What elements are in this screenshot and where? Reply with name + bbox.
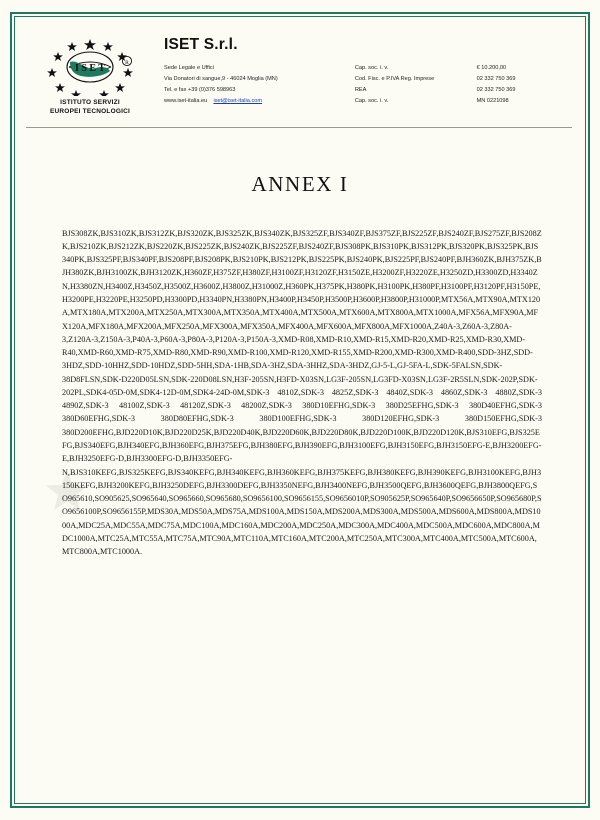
table-row bbox=[164, 95, 570, 106]
svg-text:I S E T: I S E T bbox=[74, 63, 106, 74]
svg-text:R: R bbox=[125, 60, 129, 66]
company-name: ISET S.r.l. bbox=[164, 36, 238, 53]
info-capital-label: Cap. soc. i. v. bbox=[354, 65, 389, 72]
website-text: www.iset-italia.eu bbox=[164, 97, 208, 104]
company-info-table bbox=[164, 63, 570, 106]
table-row bbox=[164, 74, 570, 85]
logo-block bbox=[26, 34, 154, 117]
institute-name bbox=[26, 99, 154, 117]
info-rea-value: 02 332 750 369 bbox=[476, 86, 516, 93]
page-content bbox=[22, 24, 578, 796]
header-divider bbox=[26, 127, 572, 128]
info-capital-value: € 10.200,00 bbox=[476, 65, 507, 72]
annex-part-list: BJS308ZK,BJS310ZK,BJS312ZK,BJS320ZK,BJS325ZK,BJS340ZK,BJS325ZF,BJS340ZF,BJS375ZF,BJS225ZF,BJS240ZF,BJS275ZF,BJS208ZK,BJS210ZK,BJS212ZK,BJS220ZK,BJS225ZK,BJS240ZK,BJS225ZF,BJS240ZF,BJS308PK,BJS310PK,BJS312PK,BJS320PK,BJS325PK,BJS340PK,BJS325PF,BJS340PF,BJS208PF,BJS208PK,BJS210PK,BJS212PK,BJS225PK,BJS240PK,BJS225PF,BJS240PF,BJH360ZK,BJH375ZK,BJH380ZK,BJH3100ZK,BJH3120ZK,H360ZF,H375ZF,H380ZF,H3100ZF,H3120ZF,H3150ZE,H3200ZF,H3220ZE,H3250ZD,H3300ZD,H3340ZN,H3380ZN,H3400Z,H3450Z,H3500Z,H3600Z,H3800Z,H31000Z,H360PK,H375PK,H380PK,H3100PK,H380PF,H3100PF,H3120PF,H3150PE,H3200PE,H3220PE,H3250PD,H3300PD,H3340PN,H3380PN,H3400P,H3450P,H3500P,H3600P,H3800P,H31000P,MTX56A,MTX90A,MTX120A,MTX180A,MTX200A,MTX250A,MTX300A,MTX350A,MTX400A,MTX500A,MTX600A,MTX800A,MTX1000A,MFX56A,MFX90A,MFX120A,MFX180A,MFX200A,MFX250A,MFX300A,MFX350A,MFX400A,MFX600A,MFX800A,MFX1000A,Z40A-3,Z60A-3,Z80A-3,Z120A-3,Z150A-3,P40A-3,P60A-3,P80A-3,P120A-3,P150A-3,XMD-R08,XMD-R10,XMD-R15,XMD-R20,XMD-R25,XMD-R30,XMD-R40,XMD-R60,XMD-R75,XMD-R80,XMD-R90,XMD-R100,XMD-R120,XMD-R155,XMD-R200,XMD-R300,XMD-R400,SDD-3HZ,SDD-3HDZ,SDD-10HHZ,SDD-10HDZ,SDD-5HH,SDA-1HB,SDA-3HZ,SDA-3HHZ,SDA-3HDZ,GJ-5-L,GJ-5FA-L,SDK-5FALSN,SDK-38D8FLSN,SDK-D220D05LSN,SDK-220D08LSN,H3F-205SN,H3FD-X03SN,LG3F-205SN,LG3FD-X03SN,LG3F-2R5SLN,SDK-202P,SDK-202PL,SDK4-05D-0M,SDK4-12D-0M,SDK4-24D-0M,SDK-3 4810Z,SDK-3 4825Z,SDK-3 4840Z,SDK-3 4860Z,SDK-3 4880Z,SDK-3 4890Z,SDK-3 48100Z,SDK-3 48120Z,SDK-3 48200Z,SDK-3 380D10EFHG,SDK-3 380D25EFHG,SDK-3 380D40EFHG,SDK-3 380D60EFHG,SDK-3 380D80EFHG,SDK-3 380D100EFHG,SDK-3 380D120EFHG,SDK-3 380D150EFHG,SDK-3 380D200EFHG,BJD220D10K,BJD220D25K,BJD220D40K,BJD220D60K,BJD220D80K,BJD220D100K,BJD220D120K,BJS310EFG,BJS325EFG,BJS340EFG,BJH340EFG,BJH360EFG,BJH375EFG,BJH380EFG,BJH390EFG,BJH3100EFG,BJH3150EFG,BJH3150EFG-E,BJH3200EFG-E,BJH3250EFG-D,BJH3300EFG-D,BJH3350EFG-N,BJS310KEFG,BJS325KEFG,BJS340KEFG,BJH340KEFG,BJH360KEFG,BJH375KEFG,BJH380KEFG,BJH390KEFG,BJH3100KEFG,BJH3150KEFG,BJH3200KEFG,BJH3250DEFG,BJH3300DEFG,BJH3350NEFG,BJH3400NEFG,BJH3500QEFG,BJH3600QEFG,BJH3800QEFG,SO965610,SO905625,SO965640,SO965660,SO965680,SO9656100,SO9656155,SO9656010P,SO905625P,SO965640P,SO9656650P,SO965680P,SO9656100P,SO9656155P,MDS30A,MDS50A,MDS75A,MDS100A,MDS150A,MDS200A,MDS300A,MDS500A,MDS600A,MDS800A,MDS1000A,MDC25A,MDC55A,MDC75A,MDC100A,MDC160A,MDC200A,MDC250A,MDC300A,MDC400A,MDC500A,MDC600A,MDC800A,MDC1000A,MTC25A,MTC55A,MTC75A,MTC90A,MTC110A,MTC160A,MTC200A,MTC250A,MTC300A,MTC400A,MTC500A,MTC600A,MTC800A,MTC1000A. bbox=[62, 228, 542, 557]
institute-name-line2: EUROPEI TECNOLOGICI bbox=[49, 107, 130, 115]
table-row bbox=[164, 85, 570, 96]
info-vat-value: 02 332 750 369 bbox=[476, 76, 516, 83]
institute-name-line1: ISTITUTO SERVIZI bbox=[60, 99, 120, 106]
info-address-label: Sede Legale e Uffici bbox=[164, 65, 214, 72]
letterhead bbox=[22, 24, 578, 121]
info-phone-value: Tel. e fax +39 (0)376 598963 bbox=[164, 86, 236, 93]
info-address-value: Via Donatori di sangue,9 - 46024 Moglia (MN) bbox=[164, 76, 278, 83]
info-regnum-label: Cap. soc. i. v. bbox=[354, 97, 389, 104]
page-title: ANNEX I bbox=[251, 171, 349, 196]
company-block bbox=[154, 34, 570, 106]
email-link[interactable]: iset@iset-italia.com bbox=[213, 97, 263, 104]
info-regnum-value: MN 0221098 bbox=[476, 97, 509, 104]
globe-stars-emblem-icon bbox=[44, 38, 136, 96]
info-rea-label: REA bbox=[354, 86, 367, 93]
info-vat-label: Cod. Fisc. e P.IVA Reg. Imprese bbox=[354, 76, 435, 83]
table-row bbox=[164, 63, 570, 74]
info-web-cell bbox=[164, 95, 355, 106]
